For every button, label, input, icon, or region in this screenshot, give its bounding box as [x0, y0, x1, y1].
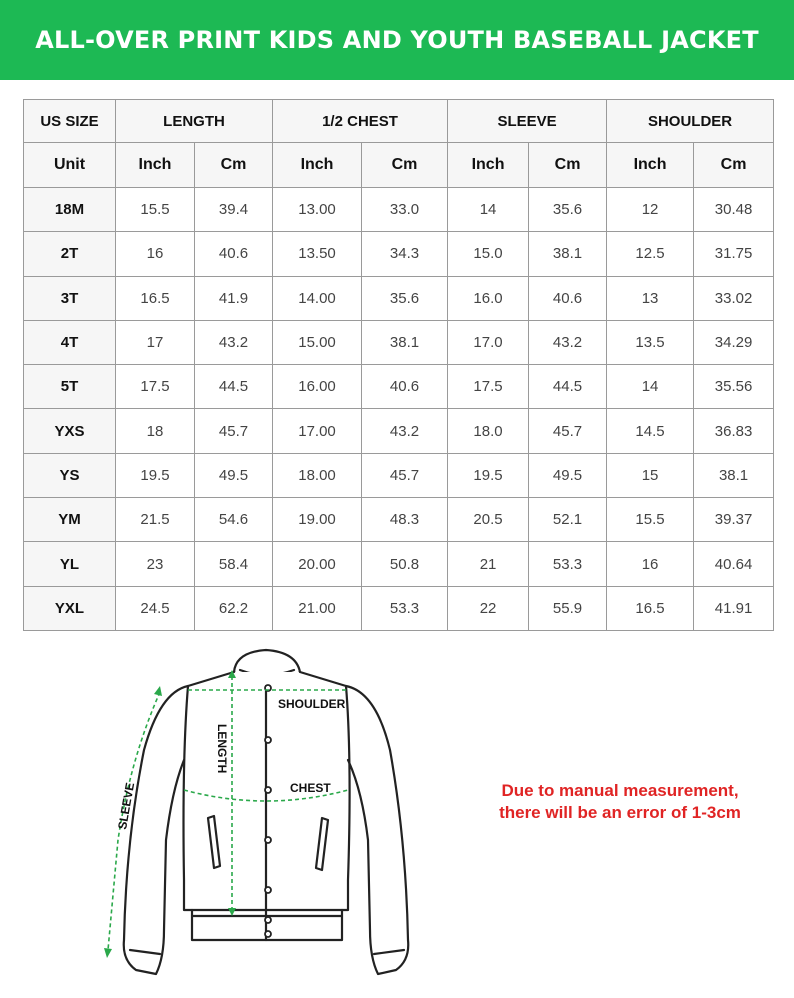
value-cell: 45.7 [362, 453, 448, 497]
value-cell: 33.02 [694, 276, 774, 320]
value-cell: 45.7 [195, 409, 273, 453]
unit-label: Unit [24, 143, 116, 188]
unit-cell: Cm [529, 143, 607, 188]
size-cell: 4T [24, 320, 116, 364]
jacket-outline [124, 650, 409, 974]
value-cell: 14.5 [607, 409, 694, 453]
length-label: LENGTH [215, 724, 229, 774]
value-cell: 44.5 [195, 365, 273, 409]
value-cell: 14 [448, 188, 529, 232]
value-cell: 13.5 [607, 320, 694, 364]
unit-cell: Inch [116, 143, 195, 188]
table-row [24, 498, 774, 542]
value-cell: 20.5 [448, 498, 529, 542]
table-row [24, 276, 774, 320]
value-cell: 38.1 [529, 232, 607, 276]
size-cell: YS [24, 453, 116, 497]
value-cell: 40.64 [694, 542, 774, 586]
value-cell: 16 [607, 542, 694, 586]
value-cell: 54.6 [195, 498, 273, 542]
value-cell: 13.50 [273, 232, 362, 276]
table-row [24, 542, 774, 586]
value-cell: 12.5 [607, 232, 694, 276]
sleeve-label: SLEEVE [115, 781, 138, 831]
value-cell: 18 [116, 409, 195, 453]
value-cell: 39.37 [694, 498, 774, 542]
note-line-1: Due to manual measurement, [501, 781, 739, 800]
size-cell: 18M [24, 188, 116, 232]
value-cell: 17.5 [448, 365, 529, 409]
size-cell: YM [24, 498, 116, 542]
value-cell: 16.5 [116, 276, 195, 320]
value-cell: 14.00 [273, 276, 362, 320]
value-cell: 40.6 [195, 232, 273, 276]
value-cell: 13.00 [273, 188, 362, 232]
unit-cell: Cm [362, 143, 448, 188]
size-cell: YL [24, 542, 116, 586]
size-cell: 2T [24, 232, 116, 276]
measurement-note [470, 780, 770, 824]
value-cell: 16 [116, 232, 195, 276]
value-cell: 17.0 [448, 320, 529, 364]
size-chart-table [23, 99, 774, 631]
value-cell: 53.3 [529, 542, 607, 586]
value-cell: 41.9 [195, 276, 273, 320]
value-cell: 20.00 [273, 542, 362, 586]
value-cell: 17 [116, 320, 195, 364]
table-row [24, 320, 774, 364]
value-cell: 15 [607, 453, 694, 497]
chest-label: CHEST [290, 781, 331, 795]
value-cell: 16.00 [273, 365, 362, 409]
group-header-shoulder: SHOULDER [607, 100, 774, 143]
value-cell: 49.5 [529, 453, 607, 497]
value-cell: 34.3 [362, 232, 448, 276]
value-cell: 19.5 [448, 453, 529, 497]
size-cell: 3T [24, 276, 116, 320]
group-header-chest: 1/2 CHEST [273, 100, 448, 143]
unit-cell: Cm [694, 143, 774, 188]
value-cell: 50.8 [362, 542, 448, 586]
value-cell: 12 [607, 188, 694, 232]
value-cell: 62.2 [195, 586, 273, 630]
table-row [24, 232, 774, 276]
value-cell: 35.56 [694, 365, 774, 409]
value-cell: 35.6 [529, 188, 607, 232]
value-cell: 15.5 [607, 498, 694, 542]
value-cell: 21 [448, 542, 529, 586]
value-cell: 19.00 [273, 498, 362, 542]
value-cell: 52.1 [529, 498, 607, 542]
size-cell: YXS [24, 409, 116, 453]
group-header-sleeve: SLEEVE [448, 100, 607, 143]
value-cell: 43.2 [195, 320, 273, 364]
value-cell: 18.00 [273, 453, 362, 497]
value-cell: 43.2 [529, 320, 607, 364]
unit-cell: Inch [607, 143, 694, 188]
value-cell: 35.6 [362, 276, 448, 320]
value-cell: 53.3 [362, 586, 448, 630]
value-cell: 14 [607, 365, 694, 409]
header-row [24, 100, 774, 143]
value-cell: 49.5 [195, 453, 273, 497]
value-cell: 19.5 [116, 453, 195, 497]
value-cell: 36.83 [694, 409, 774, 453]
value-cell: 39.4 [195, 188, 273, 232]
note-line-2: there will be an error of 1-3cm [499, 803, 741, 822]
value-cell: 16.5 [607, 586, 694, 630]
table-row [24, 365, 774, 409]
value-cell: 55.9 [529, 586, 607, 630]
unit-cell: Cm [195, 143, 273, 188]
value-cell: 23 [116, 542, 195, 586]
value-cell: 43.2 [362, 409, 448, 453]
value-cell: 48.3 [362, 498, 448, 542]
size-cell: YXL [24, 586, 116, 630]
unit-row [24, 143, 774, 188]
group-header-length: LENGTH [116, 100, 273, 143]
size-header: US SIZE [24, 100, 116, 143]
page-title: ALL-OVER PRINT KIDS AND YOUTH BASEBALL JACKET [35, 26, 759, 54]
value-cell: 34.29 [694, 320, 774, 364]
value-cell: 17.5 [116, 365, 195, 409]
value-cell: 21.5 [116, 498, 195, 542]
value-cell: 22 [448, 586, 529, 630]
shoulder-label: SHOULDER [278, 697, 346, 711]
table-row [24, 188, 774, 232]
unit-cell: Inch [273, 143, 362, 188]
value-cell: 38.1 [362, 320, 448, 364]
value-cell: 40.6 [362, 365, 448, 409]
value-cell: 24.5 [116, 586, 195, 630]
value-cell: 16.0 [448, 276, 529, 320]
value-cell: 38.1 [694, 453, 774, 497]
value-cell: 13 [607, 276, 694, 320]
value-cell: 31.75 [694, 232, 774, 276]
value-cell: 30.48 [694, 188, 774, 232]
value-cell: 21.00 [273, 586, 362, 630]
value-cell: 17.00 [273, 409, 362, 453]
table-row [24, 586, 774, 630]
unit-cell: Inch [448, 143, 529, 188]
value-cell: 41.91 [694, 586, 774, 630]
value-cell: 33.0 [362, 188, 448, 232]
jacket-diagram [90, 640, 410, 990]
title-banner [0, 0, 794, 80]
table-row [24, 409, 774, 453]
value-cell: 58.4 [195, 542, 273, 586]
table-row [24, 453, 774, 497]
value-cell: 15.0 [448, 232, 529, 276]
value-cell: 18.0 [448, 409, 529, 453]
value-cell: 15.5 [116, 188, 195, 232]
value-cell: 40.6 [529, 276, 607, 320]
value-cell: 15.00 [273, 320, 362, 364]
value-cell: 44.5 [529, 365, 607, 409]
size-cell: 5T [24, 365, 116, 409]
value-cell: 45.7 [529, 409, 607, 453]
